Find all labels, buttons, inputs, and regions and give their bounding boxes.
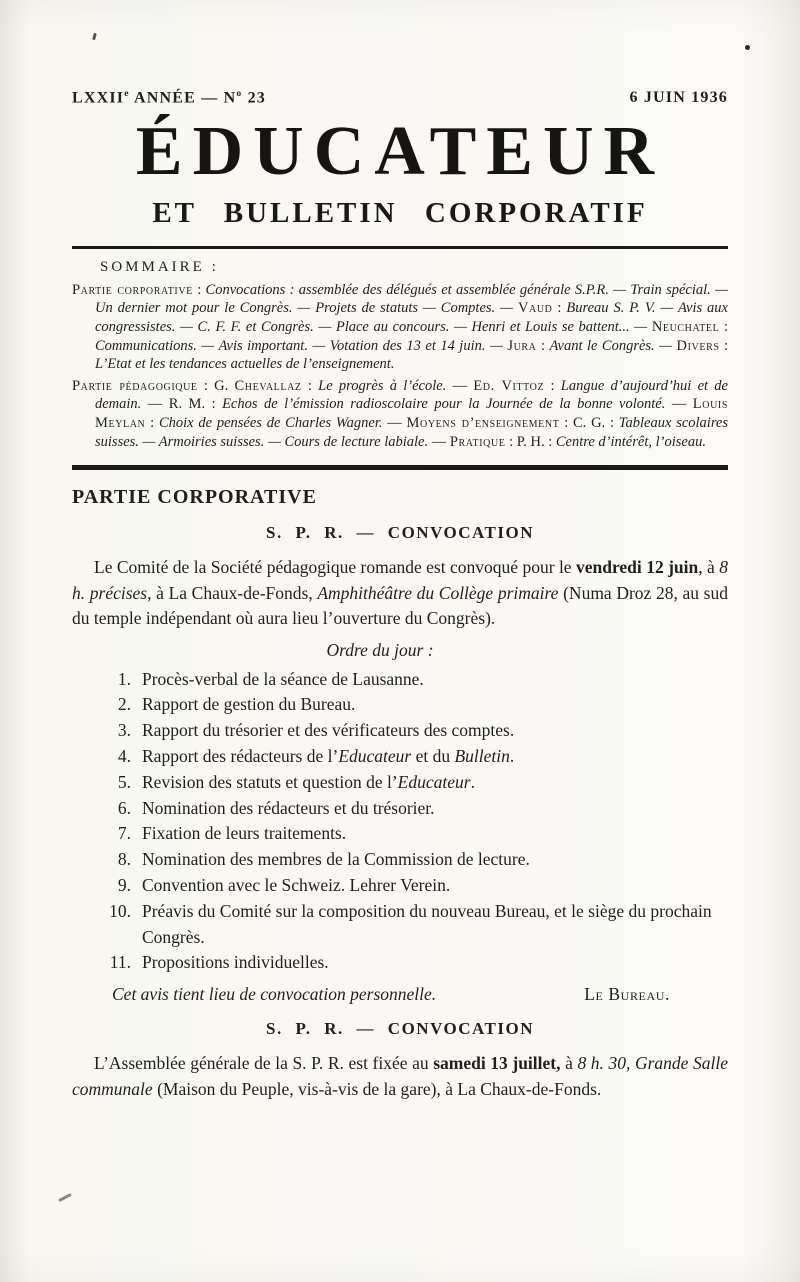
text-segment: Nomination des membres de la Commission de lecture. <box>142 849 530 870</box>
convocation-2-paragraph <box>72 1051 728 1102</box>
ordre-item-text <box>142 899 728 951</box>
text-segment: : <box>719 337 729 354</box>
text-segment: Partie corporative <box>72 281 193 298</box>
text-segment: Fixation de leurs traitements. <box>142 823 347 844</box>
text-segment: . <box>470 771 475 792</box>
ordre-item-text <box>142 744 728 770</box>
ordre-item-text <box>142 821 728 847</box>
text-segment: Rapport de gestion du Bureau. <box>142 694 356 715</box>
personal-notice <box>112 984 436 1005</box>
text-segment: : <box>544 377 561 394</box>
ordre-item-number: 1. <box>117 668 131 689</box>
ordre-item-text <box>142 796 728 822</box>
text-segment: Bureau S. P. V. — Avis aux congressistes. — C. F. F. et Congrès. — Place au concours. — Henri et Louis se battent... — <box>95 300 728 336</box>
ordre-item-text <box>142 873 728 899</box>
text-segment: Rapport des rédacteurs de l’ <box>142 746 339 767</box>
text-segment: Convocations : assemblée des délégués et assemblée générale S.P.R. — Train spécial. — Un dernier mot pour le Congrès. — Projets de statuts — Comptes. — <box>95 281 728 317</box>
text-segment: Procès-verbal de la séance de Lausanne. <box>142 668 424 689</box>
scan-artifact <box>58 1193 72 1202</box>
text-segment: : <box>719 319 728 336</box>
ordre-item <box>100 692 728 718</box>
page-content <box>0 88 800 1102</box>
text-segment: ANNÉE — N <box>129 89 237 107</box>
text-segment: LXXII <box>72 89 125 107</box>
text-segment: Chevallaz <box>234 377 302 394</box>
sommaire-paragraph-corporative <box>72 281 728 374</box>
text-segment: e <box>124 88 130 99</box>
signature: Le Bureau. <box>584 984 670 1005</box>
ordre-item-number: 5. <box>117 771 131 792</box>
text-segment: Communications. — Avis important. — Votation des 13 et 14 juin. — <box>95 337 508 354</box>
text-segment: vendredi 12 juin <box>575 557 699 578</box>
text-segment: : G. <box>197 377 235 394</box>
ordre-item <box>100 821 728 847</box>
text-segment: Convention avec le Schweiz. Lehrer Verein. <box>142 875 451 896</box>
notice-row <box>112 984 728 1005</box>
text-segment: — <box>382 414 407 431</box>
text-segment: — R. M. : <box>141 396 223 413</box>
text-segment: : C. G. : <box>559 414 619 431</box>
text-segment: Divers <box>676 337 720 354</box>
text-segment: o <box>236 88 243 99</box>
ordre-item-number: 8. <box>117 849 131 870</box>
sommaire-paragraph-pedagogique <box>72 377 728 451</box>
journal-title: ÉDUCATEUR <box>135 113 665 191</box>
ordre-item-text <box>142 950 728 976</box>
text-segment: Avant le Congrès. — <box>549 337 677 354</box>
ordre-item-number: 7. <box>117 823 131 844</box>
text-segment: : <box>552 300 567 317</box>
sommaire-section <box>72 259 728 451</box>
scan-artifact <box>92 33 97 41</box>
text-segment: , à La Chaux-de-Fonds, <box>147 582 318 603</box>
text-segment: Préavis du Comité sur la composition du nouveau Bureau, et le siège du prochain Congrès. <box>142 900 712 947</box>
text-segment: Choix de pensées de Charles Wagner. <box>158 414 383 431</box>
text-segment: Propositions individuelles. <box>142 952 329 973</box>
text-segment: 8 h. 30, Grande Salle communale <box>72 1053 728 1099</box>
text-segment: — <box>446 377 474 394</box>
section-divider <box>72 465 728 470</box>
text-segment: à <box>560 1053 578 1074</box>
text-segment: (Numa Droz 28, au sud du temple indépendant où aura lieu l’ouverture du Congrès). <box>72 582 728 629</box>
ordre-item-number: 2. <box>117 694 131 715</box>
text-segment: Langue d’aujourd’hui et de demain. <box>95 377 728 413</box>
text-segment: Bulletin <box>454 746 510 767</box>
text-segment: et du <box>411 746 455 767</box>
convocation-1-heading: S. P. R. — CONVOCATION <box>266 523 534 543</box>
text-segment: Ed. Vittoz <box>473 377 545 394</box>
issue-date: 6 JUIN 1936 <box>629 89 728 107</box>
text-segment: , à <box>698 557 720 578</box>
text-segment: Revision des statuts et question de l’ <box>142 771 398 792</box>
scan-artifact <box>745 45 750 50</box>
ordre-du-jour-list <box>100 667 728 977</box>
ordre-item <box>100 873 728 899</box>
text-segment: Pratique <box>449 433 506 450</box>
masthead-row <box>72 88 728 107</box>
ordre-item <box>100 950 728 976</box>
ordre-item <box>100 744 728 770</box>
text-segment: Moyens d’enseignement <box>406 414 560 431</box>
text-segment: Neuchatel <box>651 319 720 336</box>
text-segment: Le progrès à l’école. <box>318 377 447 394</box>
ordre-item-text <box>142 847 728 873</box>
text-segment: L’Assemblée générale de la S. P. R. est fixée au <box>94 1053 434 1074</box>
convocation-2-heading: S. P. R. — CONVOCATION <box>266 1019 534 1039</box>
text-segment: : <box>301 377 319 394</box>
text-segment: Le Comité de la Société pédagogique romande est convoqué pour le <box>94 557 576 578</box>
text-segment: 8 h. précises <box>72 557 728 603</box>
ordre-item-number: 4. <box>117 746 131 767</box>
header-divider <box>72 246 728 249</box>
ordre-item-text <box>142 718 728 744</box>
text-segment: Educateur <box>397 771 471 792</box>
text-segment: — <box>665 396 693 413</box>
text-segment: Tableaux scolaires suisses. — Armoiries suisses. — Cours de lecture labiale. <box>95 414 729 450</box>
ordre-item <box>100 770 728 796</box>
ordre-item <box>100 667 728 693</box>
text-segment: Louis Meylan <box>95 396 728 431</box>
ordre-du-jour-heading: Ordre du jour : <box>326 639 434 660</box>
ordre-item <box>100 847 728 873</box>
text-segment: : <box>192 281 206 298</box>
text-segment: Educateur <box>338 746 412 767</box>
text-segment: . <box>509 746 515 767</box>
text-segment: : <box>145 414 159 431</box>
text-segment: 23 <box>242 89 266 107</box>
text-segment: Vaud <box>517 300 553 317</box>
text-segment: Centre d’intérêt, l’oiseau. <box>555 433 706 450</box>
text-segment: Echos de l’émission radioscolaire pour la Journée de la bonne volonté. <box>222 396 666 413</box>
text-segment: L’Etat et les tendances actuelles de l’enseignement. <box>95 356 395 373</box>
text-segment: samedi 13 juillet, <box>433 1053 561 1074</box>
convocation-1-paragraph <box>72 555 728 632</box>
text-segment: Rapport du trésorier et des vérificateurs des comptes. <box>142 720 515 741</box>
masthead <box>72 88 728 230</box>
section-title: PARTIE CORPORATIVE <box>72 486 317 509</box>
ordre-item <box>100 718 728 744</box>
ordre-item <box>100 796 728 822</box>
text-segment: — <box>428 433 450 450</box>
text-segment: (Maison du Peuple, vis-à-vis de la gare), à La Chaux-de-Fonds. <box>152 1078 602 1099</box>
journal-subtitle: ET BULLETIN CORPORATIF <box>152 196 648 229</box>
ordre-item-number: 11. <box>109 952 131 973</box>
text-segment: : <box>536 337 550 354</box>
ordre-item-text <box>142 692 728 718</box>
issue-number <box>72 88 266 107</box>
ordre-item-text <box>142 770 728 796</box>
ordre-item-number: 9. <box>117 875 131 896</box>
partie-corporative-section <box>72 486 728 1102</box>
text-segment: Nomination des rédacteurs et du trésorier. <box>142 797 435 818</box>
sommaire-label: SOMMAIRE : <box>100 258 219 275</box>
ordre-item-number: 3. <box>117 720 131 741</box>
ordre-item <box>100 899 728 951</box>
ordre-item-text <box>142 667 728 693</box>
ordre-item-number: 6. <box>117 797 131 818</box>
text-segment: Amphithéâtre du Collège primaire <box>317 582 559 603</box>
text-segment: Partie pédagogique <box>72 377 198 394</box>
text-segment: Jura <box>507 337 537 354</box>
text-segment: : P. H. : <box>505 433 556 450</box>
text-segment: Cet avis tient lieu de convocation personnelle. <box>112 984 437 1005</box>
ordre-item-number: 10. <box>109 900 131 921</box>
